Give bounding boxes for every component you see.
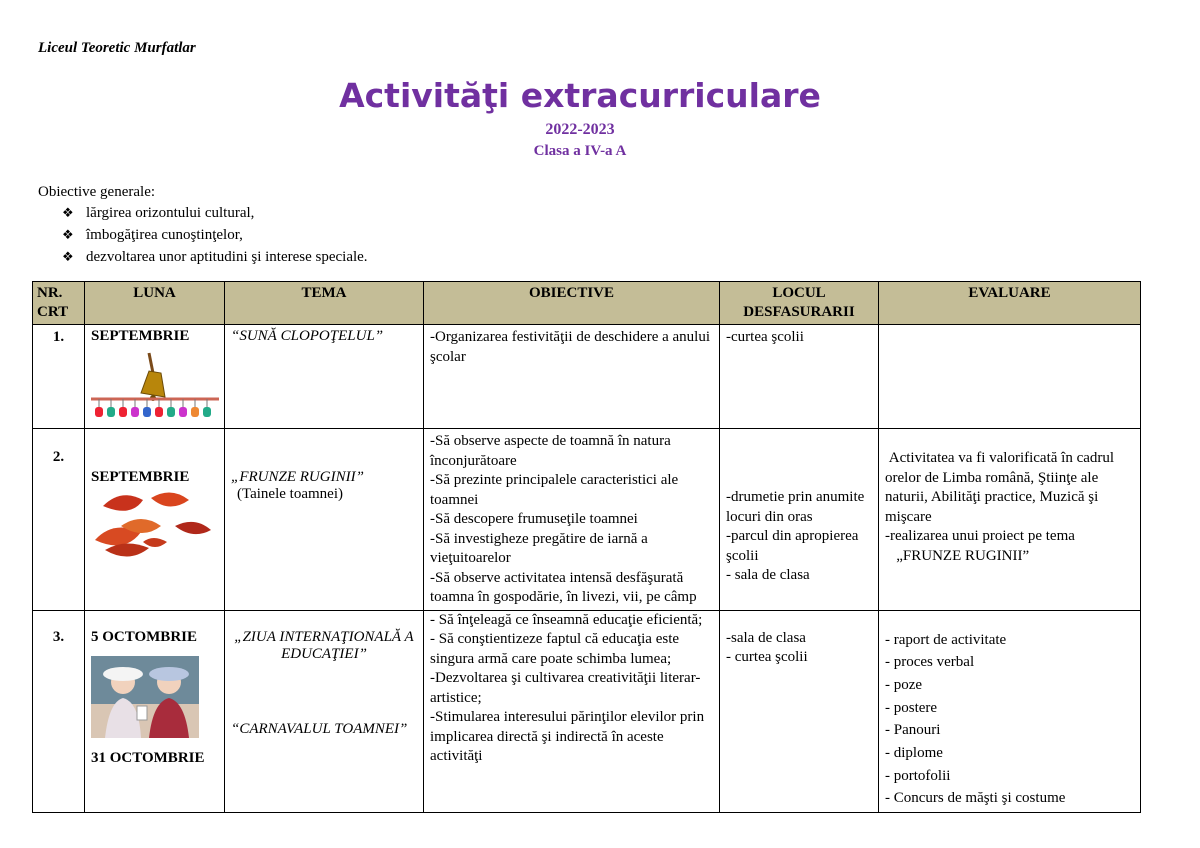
row-luna-2: 31 OCTOMBRIE: [91, 749, 205, 766]
row-number: 3.: [33, 610, 85, 813]
row-tema-cell: [225, 429, 424, 611]
objective-item: ❖ lărgirea orizontului cultural,: [62, 202, 368, 224]
row-luna: 5 OCTOMBRIE: [91, 628, 197, 645]
row-evaluare: [879, 325, 1141, 429]
table-row: [33, 325, 1141, 429]
row-tema: „FRUNZE RUGINII”: [231, 469, 364, 485]
class-name: Clasa a IV-a A: [533, 143, 627, 159]
row-tema-note: (Tainele toamnei): [237, 486, 343, 502]
diamond-bullet-icon: ❖: [62, 205, 74, 220]
autumn-leaves-image: [91, 486, 213, 564]
school-name: Liceul Teoretic Murfatlar: [38, 40, 196, 56]
row-locul: -drumetie prin anumite locuri din oras -parcul din apropierea şcolii - sala de clasa: [720, 429, 879, 611]
header-luna: LUNA: [85, 282, 225, 325]
row-number: 2.: [33, 429, 85, 611]
table-row: [33, 610, 1141, 813]
row-locul: -sala de clasa - curtea şcolii: [720, 610, 879, 813]
row-number: 1.: [33, 325, 85, 429]
row-tema-2: “CARNAVALUL TOAMNEI”: [231, 720, 408, 737]
row-evaluare: - raport de activitate - proces verbal - poze - postere - Panouri - diplome - portofolii - Concurs de măşti şi costume: [879, 610, 1141, 813]
header-tema: TEMA: [225, 282, 424, 325]
header-evaluare: EVALUARE: [879, 282, 1141, 325]
diamond-bullet-icon: ❖: [62, 227, 74, 242]
table-row: [33, 429, 1141, 611]
objective-item: ❖ îmbogăţirea cunoştinţelor,: [62, 224, 368, 246]
objective-item: ❖ dezvoltarea unor aptitudini şi interese speciale.: [62, 246, 368, 268]
row-obiective: -Să observe aspecte de toamnă în natura înconjurătoare -Să prezinte principalele caracteristici ale toamnei -Să descopere frumuseţile toamnei -Să investigheze pregătire de iarnă a vieţuitoarelor -Să observe activitatea intensă desfăşurată toamna în gospodărie, în livezi, vii, pe câmp: [424, 429, 720, 611]
objectives-list: [62, 202, 368, 268]
page-title: Activităţi extracurriculare: [339, 76, 821, 115]
table-header-row: [33, 282, 1141, 325]
school-bell-image: [91, 345, 221, 423]
row-luna: SEPTEMBRIE: [91, 328, 190, 344]
girls-photo-image: [91, 656, 199, 738]
row-tema: “SUNĂ CLOPOŢELUL”: [225, 325, 424, 429]
objectives-heading: Obiective generale:: [38, 184, 156, 200]
row-evaluare: Activitatea va fi valorificată în cadrul orelor de Limba română, Ştiinţe ale naturii, Abilităţi practice, Muzică şi mişcare -realizarea unui proiect pe tema „FRUNZE RUGINII”: [879, 429, 1141, 611]
row-locul: -curtea şcolii: [720, 325, 879, 429]
school-year: 2022-2023: [545, 121, 615, 138]
header-nr: NR. CRT: [33, 282, 85, 325]
row-luna-cell: [85, 325, 225, 429]
row-obiective: -Organizarea festivităţii de deschidere a anului şcolar: [424, 325, 720, 429]
header-obiective: OBIECTIVE: [424, 282, 720, 325]
row-tema: „ZIUA INTERNAŢIONALĂ A EDUCAŢIEI”: [234, 628, 414, 662]
activities-table: [32, 281, 1141, 813]
row-tema-cell: [225, 610, 424, 813]
diamond-bullet-icon: ❖: [62, 249, 74, 264]
row-luna-cell: [85, 429, 225, 611]
row-luna-cell: [85, 610, 225, 813]
row-luna: SEPTEMBRIE: [91, 469, 190, 485]
row-obiective: - Să înţeleagă ce înseamnă educaţie eficientă; - Să conştientizeze faptul că educaţia este singura armă care poate schimba lumea; -Dezvoltarea şi cultivarea creativităţii literar-artistice; -Stimularea interesului părinţilor elevilor prin implicarea directă şi indirectă în aceste activităţi: [424, 610, 720, 813]
header-locul: LOCUL DESFASURARII: [720, 282, 879, 325]
